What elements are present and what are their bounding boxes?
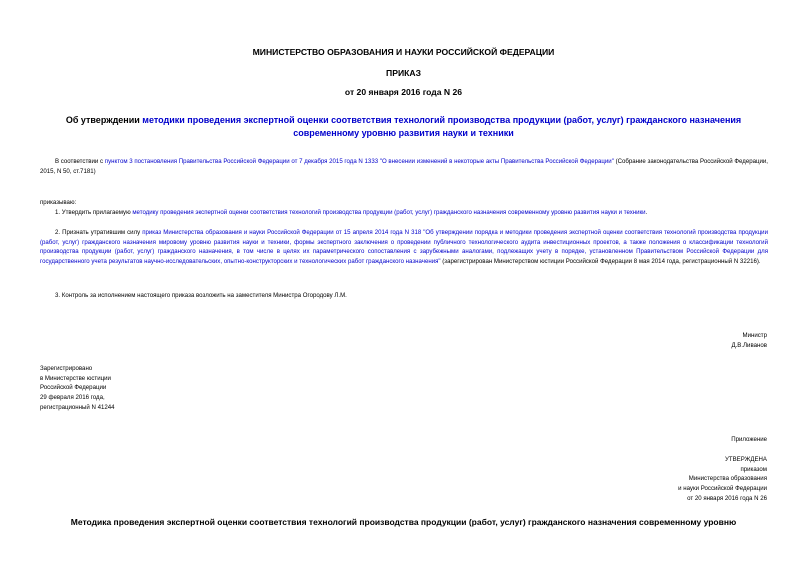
item-3: 3. Контроль за исполнением настоящего приказа возложить на заместителя Министра Огородову Л.М. (55, 292, 347, 299)
order-word: приказываю: (40, 199, 77, 206)
preamble-paragraph (40, 157, 768, 176)
item-2: 2. Признать утратившим силу приказ Министерства образования и науки Российской Федерации от 15 апреля 2014 года N 318 "Об утверждении порядка и методики проведения экспертной оценки соответствия технологий производства продукции (работ, услуг) гражданского назначения мировому уровню развития науки и техники, формы экспертного заключения о проведении публичного технологического аудита инвестиционных проектов, а также положения о классификации технологий производства продукции (работ, услуг) гражданского назначения, в том числе в целях их параметрического сопоставления с зарубежными аналогами, подлежащих учету в порядке, установленном Правительством Российской Федерации для государственного учета результатов научно-исследовательских, опытно-конструкторских и технологических работ гражданского назначения" (зарегистрирован Министерством юстиции Российской Федерации 8 мая 2014 года, регистрационный N 32216). (40, 229, 768, 266)
document-title (40, 114, 767, 140)
signature-name: Д.В.Ливанов (731, 341, 767, 349)
signature-block (731, 331, 767, 350)
approval-block: УТВЕРЖДЕНА приказом Министерства образования и науки Российской Федерации от 20 января 2016 года N 26 (678, 456, 767, 502)
preamble-suffix: (Собрание законодательства Российской Федерации, 2015, N 50, ст.7181) (40, 158, 769, 175)
methodology-link[interactable]: методику проведения экспертной оценки соответствия технологий производства продукции (работ, услуг) гражданского назначения современному уровню развития науки и техники (132, 209, 646, 216)
preamble-prefix: В соответствии с (55, 158, 105, 165)
item-1: 1. Утвердить прилагаемую методику проведения экспертной оценки соответствия технологий производства продукции (работ, услуг) гражданского назначения современному уровню развития науки и техники. (55, 209, 648, 216)
title-prefix: Об утверждении (65, 115, 143, 125)
decree-1333-link[interactable]: пунктом 3 постановления Правительства Российской Федерации от 7 декабря 2015 года N 1333 "О внесении изменений в некоторые акты Правительства Российской Федерации" (104, 158, 614, 165)
document-type: ПРИКАЗ (386, 68, 421, 78)
signature-position: Министр (742, 332, 767, 339)
appendix-label: Приложение (731, 436, 767, 443)
ministry-heading: МИНИСТЕРСТВО ОБРАЗОВАНИЯ И НАУКИ РОССИЙСКОЙ ФЕДЕРАЦИИ (252, 47, 555, 57)
document-date-number: от 20 января 2016 года N 26 (344, 87, 463, 97)
title-methodology-link[interactable]: методики проведения экспертной оценки соответствия технологий производства продукции (работ, услуг) гражданского назначения современному уровню развития науки и техники (142, 115, 742, 138)
order-318-link[interactable]: приказ Министерства образования и науки Российской Федерации от 15 апреля 2014 года N 318 "Об утверждении порядка и методики проведения экспертной оценки соответствия технологий производства продукции (работ, услуг) гражданского назначения мировому уровню развития науки и техники, формы экспертного заключения о проведении публичного технологического аудита инвестиционных проектов, а также положения о классификации технологий производства продукции (работ, услуг) гражданского назначения, в том числе в целях их параметрического сопоставления с зарубежными аналогами, подлежащих учету в порядке, установленном Правительством Российской Федерации для государственного учета результатов научно-исследовательских, опытно-конструкторских и технологических работ гражданского назначения" (40, 229, 768, 266)
registration-block: Зарегистрировано в Министерстве юстиции Российской Федерации 29 февраля 2016 года, регистрационный N 41244 (40, 365, 115, 411)
methodology-title: Методика проведения экспертной оценки соответствия технологий производства продукции (работ, услуг) гражданского назначения современному уровню (70, 517, 737, 527)
